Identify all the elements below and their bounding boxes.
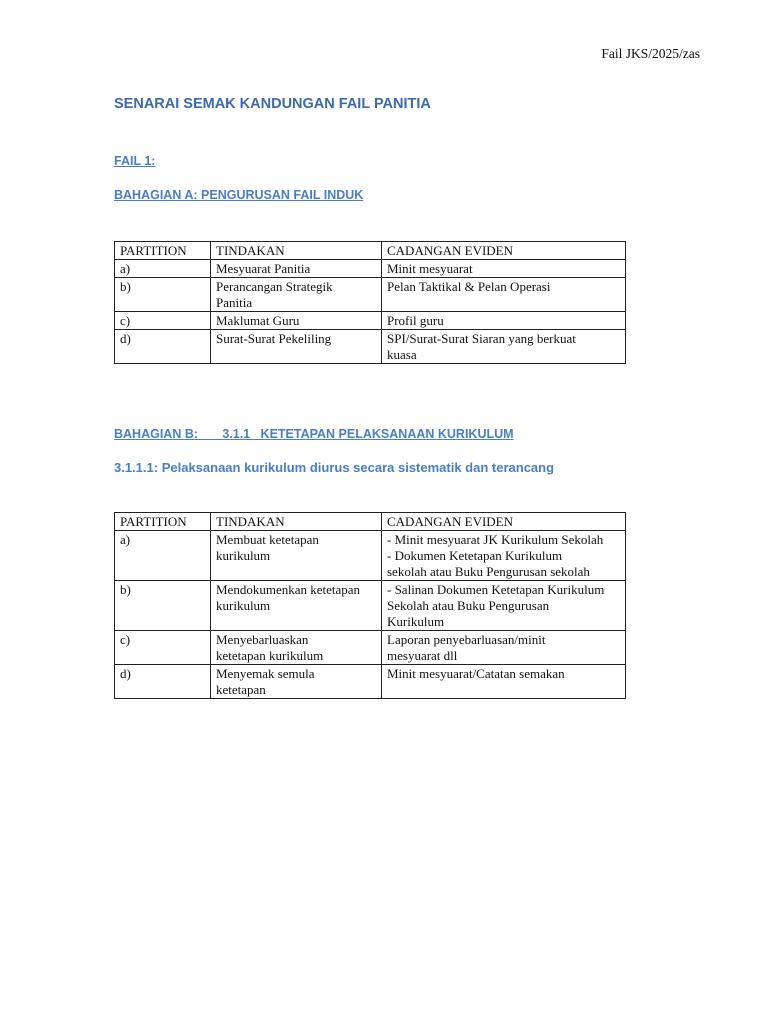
cell-tindakan: Mesyuarat Panitia xyxy=(211,260,382,278)
cell-eviden: Laporan penyebarluasan/minit mesyuarat dll xyxy=(382,631,626,665)
table-header-row xyxy=(115,513,626,531)
cell-eviden: SPI/Surat-Surat Siaran yang berkuat kuasa xyxy=(382,330,626,364)
section-a-heading: BAHAGIAN A: PENGURUSAN FAIL INDUK xyxy=(114,188,364,202)
table-row xyxy=(115,312,626,330)
cell-eviden: Profil guru xyxy=(382,312,626,330)
cell-partition: d) xyxy=(115,665,211,699)
table-row xyxy=(115,330,626,364)
table-header-row xyxy=(115,242,626,260)
cell-partition: a) xyxy=(115,531,211,581)
cell-partition: c) xyxy=(115,312,211,330)
cell-tindakan: Surat-Surat Pekeliling xyxy=(211,330,382,364)
table-row xyxy=(115,581,626,631)
column-header-partition: PARTITION xyxy=(115,242,211,260)
cell-partition: a) xyxy=(115,260,211,278)
cell-partition: d) xyxy=(115,330,211,364)
section-b-subheading: 3.1.1.1: Pelaksanaan kurikulum diurus secara sistematik dan terancang xyxy=(114,460,555,475)
column-header-partition: PARTITION xyxy=(115,513,211,531)
cell-eviden: Pelan Taktikal & Pelan Operasi xyxy=(382,278,626,312)
column-header-eviden: CADANGAN EVIDEN xyxy=(382,513,626,531)
cell-eviden: Minit mesyuarat xyxy=(382,260,626,278)
file-reference: Fail JKS/2025/zas xyxy=(601,46,700,61)
document-title: SENARAI SEMAK KANDUNGAN FAIL PANITIA xyxy=(114,96,431,112)
section-a-table xyxy=(114,241,626,364)
table-row xyxy=(115,665,626,699)
table-row xyxy=(115,278,626,312)
cell-tindakan: Mendokumenkan ketetapan kurikulum xyxy=(211,581,382,631)
table-row xyxy=(115,260,626,278)
cell-tindakan: Maklumat Guru xyxy=(211,312,382,330)
cell-tindakan: Menyebarluaskan ketetapan kurikulum xyxy=(211,631,382,665)
cell-tindakan: Menyemak semula ketetapan xyxy=(211,665,382,699)
cell-eviden: Minit mesyuarat/Catatan semakan xyxy=(382,665,626,699)
column-header-tindakan: TINDAKAN xyxy=(211,242,382,260)
column-header-tindakan: TINDAKAN xyxy=(211,513,382,531)
cell-tindakan: Perancangan Strategik Panitia xyxy=(211,278,382,312)
table-row xyxy=(115,631,626,665)
section-b-table xyxy=(114,512,626,699)
fail-label: FAIL 1: xyxy=(114,154,156,168)
cell-eviden: - Minit mesyuarat JK Kurikulum Sekolah - Dokumen Ketetapan Kurikulum sekolah atau Buku Pengurusan sekolah xyxy=(382,531,626,581)
cell-partition: c) xyxy=(115,631,211,665)
cell-partition: b) xyxy=(115,278,211,312)
table-row xyxy=(115,531,626,581)
cell-partition: b) xyxy=(115,581,211,631)
cell-eviden: - Salinan Dokumen Ketetapan Kurikulum Sekolah atau Buku Pengurusan Kurikulum xyxy=(382,581,626,631)
cell-tindakan: Membuat ketetapan kurikulum xyxy=(211,531,382,581)
section-b-heading: BAHAGIAN B: 3.1.1 KETETAPAN PELAKSANAAN KURIKULUM xyxy=(114,427,514,441)
column-header-eviden: CADANGAN EVIDEN xyxy=(382,242,626,260)
